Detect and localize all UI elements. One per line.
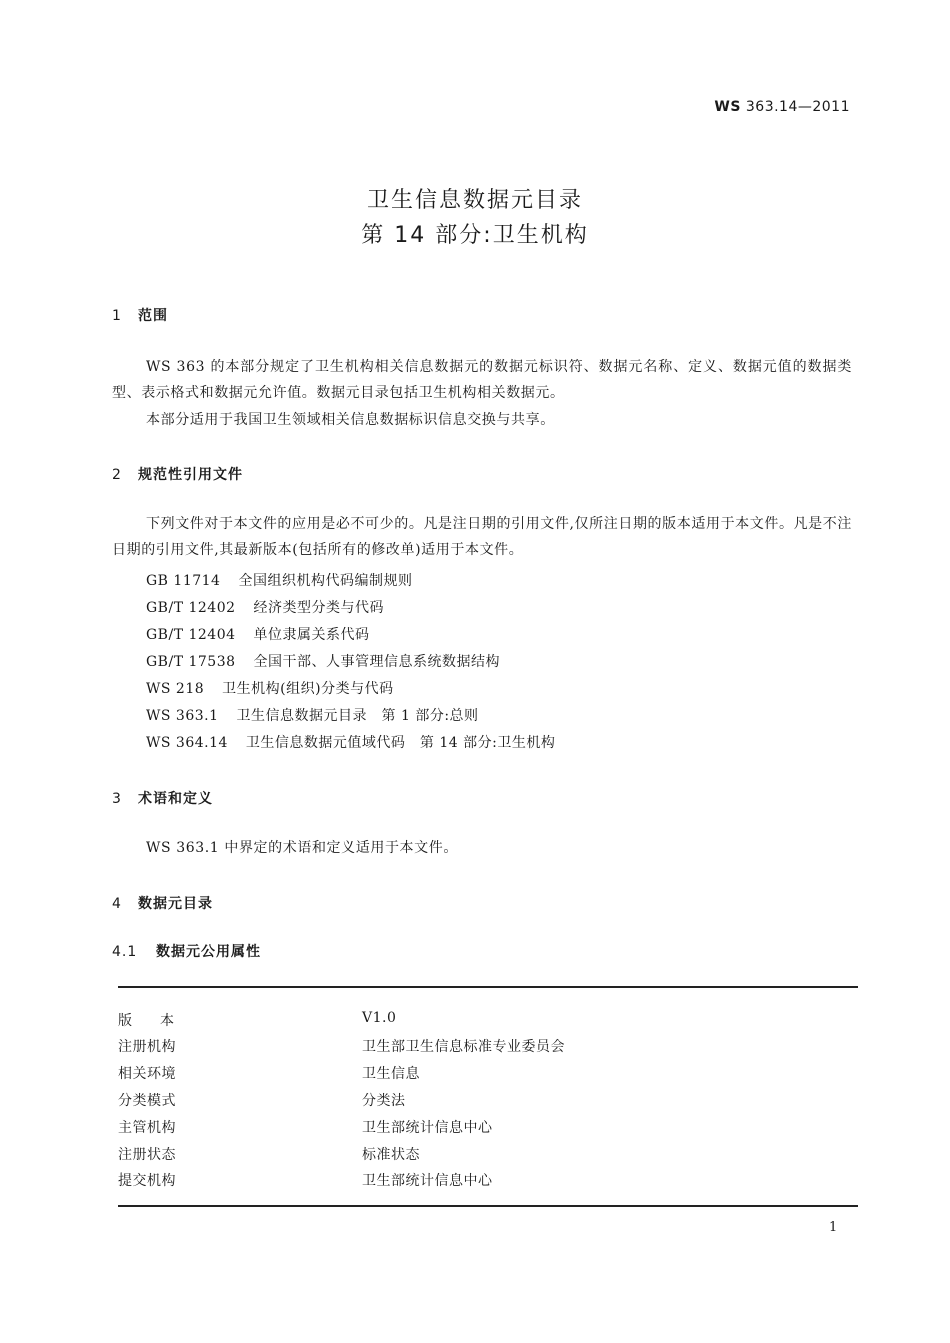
reference-title: 全国组织机构代码编制规则 <box>238 573 413 589</box>
attribute-value: 卫生部卫生信息标准专业委员会 <box>362 1039 565 1055</box>
attribute-key: 注册状态 <box>118 1147 176 1163</box>
reference-item <box>146 705 479 725</box>
standard-code-prefix: WS <box>714 99 741 115</box>
section-3-heading <box>112 788 213 808</box>
attribute-key: 版本 <box>118 1013 202 1029</box>
attribute-key: 提交机构 <box>118 1173 176 1189</box>
attribute-key: 分类模式 <box>118 1093 176 1109</box>
document-subtitle: 第 14 部分:卫生机构 <box>361 223 589 248</box>
attribute-key: 注册机构 <box>118 1039 176 1055</box>
reference-code: WS 364.14 <box>146 735 228 751</box>
attribute-value: 卫生部统计信息中心 <box>362 1173 493 1189</box>
reference-title: 卫生信息数据元目录 第 1 部分:总则 <box>236 708 479 724</box>
section-1-paragraph-1: WS 363 的本部分规定了卫生机构相关信息数据元的数据元标识符、数据元名称、定义、数据元值的数据类型、表示格式和数据元允许值。数据元目录包括卫生机构相关数据元。 <box>112 359 852 401</box>
reference-title: 全国干部、人事管理信息系统数据结构 <box>253 654 501 670</box>
section-number: 4 <box>112 896 122 912</box>
section-1-paragraph-2: 本部分适用于我国卫生领域相关信息数据标识信息交换与共享。 <box>146 412 555 428</box>
reference-title: 经济类型分类与代码 <box>253 600 385 616</box>
reference-code: GB 11714 <box>146 573 221 589</box>
reference-item <box>146 597 384 617</box>
reference-item <box>146 732 555 752</box>
reference-item <box>146 570 412 590</box>
reference-title: 卫生机构(组织)分类与代码 <box>222 681 394 697</box>
section-3-paragraph-1: WS 363.1 中界定的术语和定义适用于本文件。 <box>146 840 458 856</box>
attribute-key: 相关环境 <box>118 1066 176 1082</box>
section-1-heading <box>112 305 168 325</box>
reference-title: 单位隶属关系代码 <box>253 627 370 643</box>
section-number: 4.1 <box>112 944 138 960</box>
section-2-heading <box>112 464 243 484</box>
section-2-paragraph-1: 下列文件对于本文件的应用是必不可少的。凡是注日期的引用文件,仅所注日期的版本适用于本文件。凡是不注日期的引用文件,其最新版本(包括所有的修改单)适用于本文件。 <box>112 516 852 558</box>
section-title: 规范性引用文件 <box>138 467 243 483</box>
document-title: 卫生信息数据元目录 <box>366 188 583 213</box>
reference-title: 卫生信息数据元值域代码 第 14 部分:卫生机构 <box>245 735 556 751</box>
section-title: 数据元公用属性 <box>156 944 261 960</box>
reference-item <box>146 624 370 644</box>
standard-code <box>714 99 850 115</box>
section-number: 2 <box>112 467 122 483</box>
section-4-1-heading <box>112 941 261 961</box>
section-title: 范围 <box>138 308 168 324</box>
section-number: 1 <box>112 308 122 324</box>
attribute-value: 卫生部统计信息中心 <box>362 1120 493 1136</box>
section-number: 3 <box>112 791 122 807</box>
attribute-value: 标准状态 <box>362 1147 420 1163</box>
reference-code: GB/T 12402 <box>146 600 236 616</box>
reference-item <box>146 651 500 671</box>
section-4-heading <box>112 893 213 913</box>
standard-code-number: 363.14—2011 <box>745 99 850 115</box>
attribute-key: 主管机构 <box>118 1120 176 1136</box>
table-bottom-rule <box>118 1205 858 1207</box>
reference-code: WS 218 <box>146 681 205 697</box>
page-number: 1 <box>829 1220 838 1235</box>
section-title: 数据元目录 <box>138 896 213 912</box>
reference-code: GB/T 12404 <box>146 627 236 643</box>
attribute-value: 卫生信息 <box>362 1066 420 1082</box>
reference-item <box>146 678 394 698</box>
reference-code: WS 363.1 <box>146 708 219 724</box>
attribute-value: 分类法 <box>362 1093 406 1109</box>
attribute-value: V1.0 <box>362 1010 397 1026</box>
table-top-rule <box>118 986 858 988</box>
section-title: 术语和定义 <box>138 791 213 807</box>
reference-code: GB/T 17538 <box>146 654 236 670</box>
